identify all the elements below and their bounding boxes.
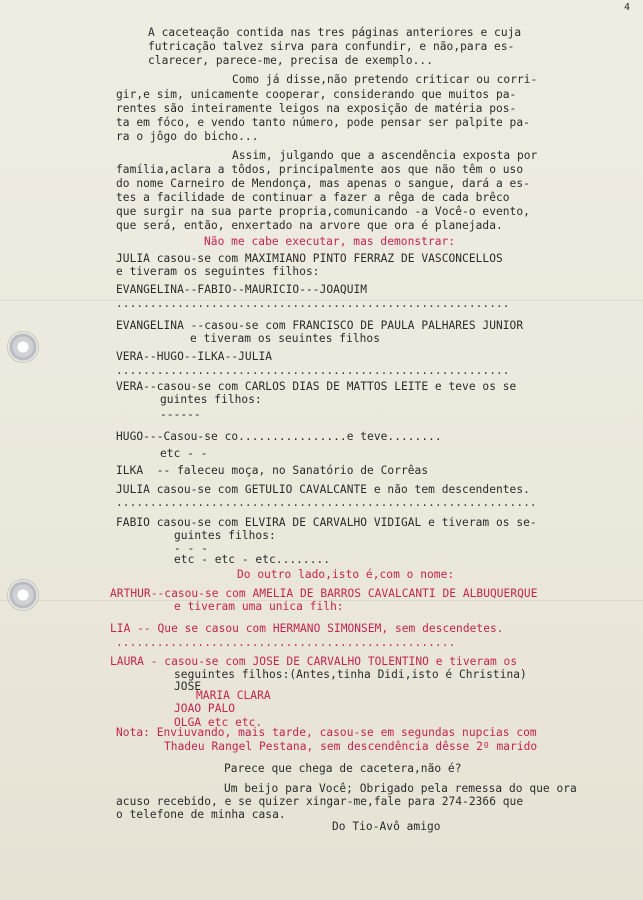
text-line: clarecer, parece-me, precisa de exemplo... bbox=[148, 54, 433, 67]
text-line: ta em fóco, e vendo tanto número, pode pensar ser palpite pa- bbox=[116, 116, 530, 129]
text-line: seguintes filhos:(Antes,tinha Didi,isto é Christina) bbox=[174, 668, 527, 681]
text-line: que será, então, enxertado na arvore que ora é planejada. bbox=[116, 219, 503, 232]
note-line: Thadeu Rangel Pestana, sem descendência dêsse 2º marido bbox=[164, 740, 538, 753]
text-line: Assim, julgando que a ascendência exposta por bbox=[232, 149, 538, 162]
text-line: FABIO casou-se com ELVIRA DE CARVALHO VIDIGAL e tiveram os se- bbox=[116, 516, 537, 529]
text-line: gir,e sim, unicamente cooperar, considerando que muitos pa- bbox=[116, 88, 517, 101]
text-line: JOAO PALO bbox=[174, 702, 236, 715]
text-line: rentes são inteiramente leigos na exposição de matéria pos- bbox=[116, 102, 517, 115]
dotted-separator: .................................................. bbox=[116, 636, 456, 649]
text-line: guintes filhos: bbox=[160, 393, 262, 406]
text-line: - - - bbox=[174, 542, 208, 555]
text-line: ILKA -- faleceu moça, no Sanatório de Corrêas bbox=[116, 464, 429, 477]
text-line: do nome Carneiro de Mendonça, mas apenas o sangue, dará a es- bbox=[116, 177, 530, 190]
text-line: etc - - bbox=[160, 447, 208, 460]
text-line: JOSE bbox=[174, 680, 202, 693]
text-line: LAURA - casou-se com JOSE DE CARVALHO TOLENTINO e tiveram os bbox=[110, 655, 518, 668]
text-line: OLGA etc etc. bbox=[174, 716, 263, 729]
text-line: LIA -- Que se casou com HERMANO SIMONSEM, sem descendetes. bbox=[110, 622, 504, 635]
text-line: EVANGELINA --casou-se com FRANCISCO DE PAULA PALHARES JUNIOR bbox=[116, 319, 524, 332]
text-line: Um beijo para Você; Obrigado pela remessa do que ora bbox=[224, 782, 577, 795]
section-heading: Não me cabe executar, mas demonstrar: bbox=[204, 235, 456, 248]
section-heading: Do outro lado,isto é,com o nome: bbox=[237, 568, 455, 581]
note-line: Nota: Enviuvando, mais tarde, casou-se em segundas nupcias com bbox=[116, 726, 537, 739]
binder-hole-icon bbox=[8, 332, 38, 362]
text-line: acuso recebido, e se quizer xingar-me,fale para 274-2366 que bbox=[116, 795, 524, 808]
text-line: ARTHUR--casou-se com AMELIA DE BARROS CAVALCANTI DE ALBUQUERQUE bbox=[110, 587, 538, 600]
text-line: e tiveram os seuintes filhos bbox=[190, 332, 380, 345]
text-line: que surgir na sua parte propria,comunicando -a Você-o evento, bbox=[116, 205, 530, 218]
text-line: HUGO---Casou-se co................e teve........ bbox=[116, 430, 442, 443]
text-line: futricação talvez sirva para confundir, e não,para es- bbox=[148, 40, 515, 53]
text-line: tes a facilidade de continuar a fazer a rêga de cada brêco bbox=[116, 191, 510, 204]
text-line: família,aclara a tôdos, principalmente aos que não têm o uso bbox=[116, 163, 524, 176]
text-line: guintes filhos: bbox=[174, 529, 276, 542]
text-line: Parece que chega de cacetera,não é? bbox=[224, 762, 462, 775]
text-line: VERA--HUGO--ILKA--JULIA bbox=[116, 350, 273, 363]
text-line: e tiveram uma unica filh: bbox=[174, 600, 344, 613]
text-line: JULIA casou-se com GETULIO CAVALCANTE e não tem descendentes. bbox=[116, 483, 530, 496]
text-line: etc - etc - etc........ bbox=[174, 553, 331, 566]
text-line: VERA--casou-se com CARLOS DIAS DE MATTOS LEITE e teve os se bbox=[116, 380, 517, 393]
signature-line: Do Tio-Avô amigo bbox=[332, 820, 441, 833]
page-number: 4 bbox=[624, 2, 631, 13]
text-line: EVANGELINA--FABIO--MAURICIO---JOAQUIM bbox=[116, 283, 368, 296]
text-line: A caceteação contida nas tres páginas anteriores e cuja bbox=[148, 26, 522, 39]
binder-hole-icon bbox=[8, 580, 38, 610]
text-line: ra o jôgo do bicho... bbox=[116, 130, 259, 143]
text-line: e tiveram os seguintes filhos: bbox=[116, 265, 320, 278]
dotted-separator: .......................................................... bbox=[116, 297, 510, 310]
text-line: o telefone de minha casa. bbox=[116, 808, 286, 821]
dotted-separator: .............................................................. bbox=[116, 496, 537, 509]
text-line: ------ bbox=[160, 408, 201, 421]
text-line: MARIA CLARA bbox=[196, 689, 271, 702]
text-line: Como já disse,não pretendo criticar ou corri- bbox=[232, 73, 538, 86]
dotted-separator: .......................................................... bbox=[116, 364, 510, 377]
text-line: JULIA casou-se com MAXIMIANO PINTO FERRAZ DE VASCONCELLOS bbox=[116, 252, 503, 265]
